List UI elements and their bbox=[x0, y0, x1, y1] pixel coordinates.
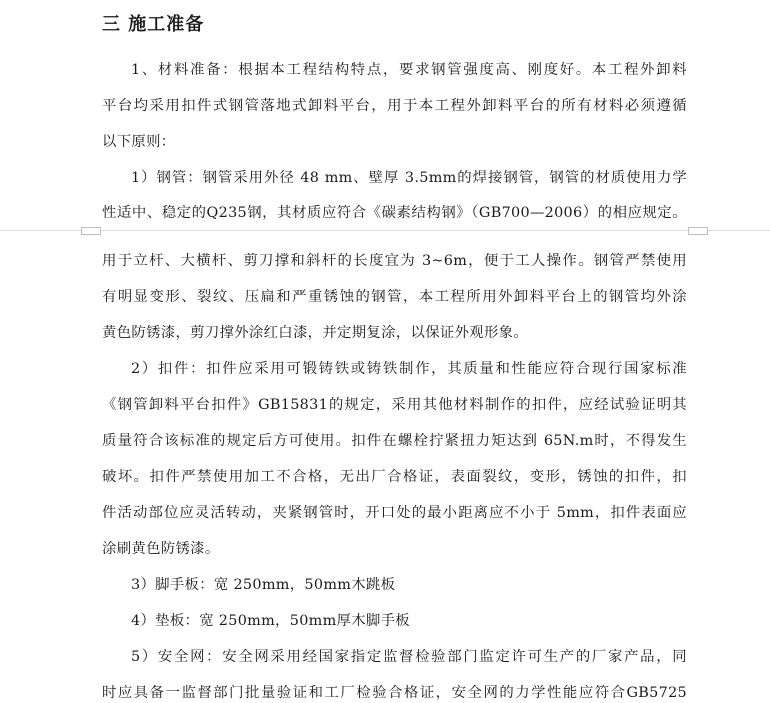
paragraph-line: 时应具备一监督部门批量验证和工厂检验合格证，安全网的力学性能应符合GB5725 bbox=[102, 685, 687, 701]
page-corner-mark-left bbox=[81, 227, 101, 235]
paragraph-line: 破坏。扣件严禁使用加工不合格，无出厂合格证，表面裂纹，变形，锈蚀的扣件，扣 bbox=[102, 469, 687, 485]
paragraph-line: 质量符合该标准的规定后方可使用。扣件在螺栓拧紧扭力矩达到 65N.m时，不得发生 bbox=[102, 433, 687, 449]
page-break bbox=[0, 230, 770, 238]
paragraph-line: 《钢管卸料平台扣件》GB15831的规定，采用其他材料制作的扣件，应经试验证明其 bbox=[102, 397, 687, 413]
page-corner-mark-right bbox=[688, 227, 708, 235]
paragraph-line: 平台均采用扣件式钢管落地式卸料平台，用于本工程外卸料平台的所有材料必须遵循 bbox=[102, 98, 687, 114]
paragraph-line: 1）钢管：钢管采用外径 48 mm、壁厚 3.5mm的焊接钢管，钢管的材质使用力学 bbox=[131, 170, 687, 186]
paragraph-line: 1、材料准备：根据本工程结构特点，要求钢管强度高、刚度好。本工程外卸料 bbox=[131, 62, 687, 78]
paragraph-line: 用于立杆、大横杆、剪刀撑和斜杆的长度宜为 3~6m，便于工人操作。钢管严禁使用 bbox=[102, 253, 687, 269]
document-page-top bbox=[0, 0, 770, 230]
paragraph-line: 性适中、稳定的Q235钢，其材质应符合《碳素结构钢》（GB700—2006）的相应规定。 bbox=[102, 205, 687, 221]
paragraph-line: 件活动部位应灵活转动，夹紧钢管时，开口处的最小距离应不小于 5mm，扣件表面应 bbox=[102, 505, 687, 521]
paragraph-line: 黄色防锈漆，剪刀撑外涂红白漆，并定期复涂，以保证外观形象。 bbox=[102, 325, 529, 341]
paragraph-line: 有明显变形、裂纹、压扁和严重锈蚀的钢管，本工程所用外卸料平台上的钢管均外涂 bbox=[102, 289, 687, 305]
section-heading: 三 施工准备 bbox=[102, 14, 205, 35]
paragraph-line: 5）安全网：安全网采用经国家指定监督检验部门监定许可生产的厂家产品，同 bbox=[131, 649, 687, 665]
document-page-bottom bbox=[0, 238, 770, 701]
paragraph-line: 4）垫板：宽 250mm，50mm厚木脚手板 bbox=[131, 613, 410, 629]
paragraph-line: 以下原则： bbox=[102, 134, 176, 150]
paragraph-line: 3）脚手板：宽 250mm，50mm木跳板 bbox=[131, 577, 396, 593]
paragraph-line: 涂刷黄色防锈漆。 bbox=[102, 541, 220, 557]
paragraph-line: 2）扣件：扣件应采用可锻铸铁或铸铁制作，其质量和性能应符合现行国家标准 bbox=[131, 361, 687, 377]
